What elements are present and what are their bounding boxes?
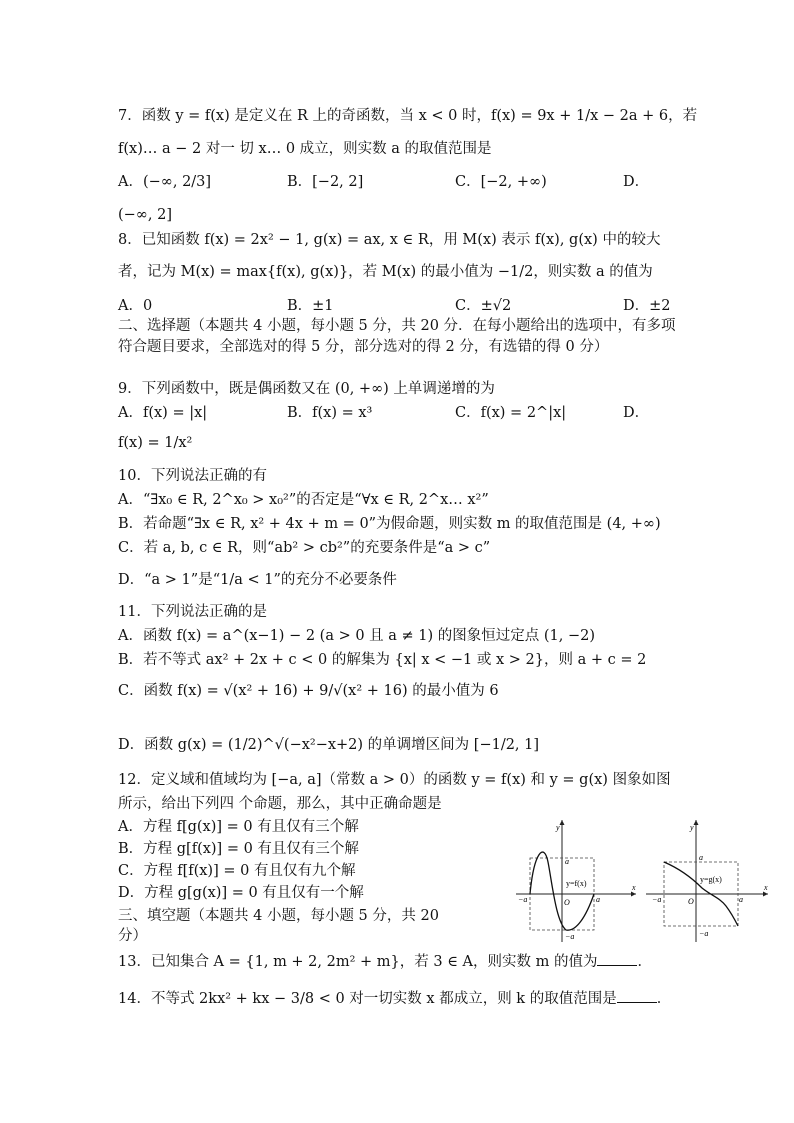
q8-option-b: B．±1 <box>287 298 334 314</box>
q7-option-b: B．[−2, 2] <box>287 174 364 190</box>
q9-stem: 9．下列函数中，既是偶函数又在 (0, +∞) 上单调递增的为 <box>118 381 495 397</box>
graph-g-neg-a-y-label: −a <box>699 929 709 938</box>
q10-stem: 10．下列说法正确的有 <box>118 468 267 484</box>
q12-stem-line1: 12．定义域和值域均为 [−a, a]（常数 a > 0）的函数 y = f(x) 和 y = g(x) 图象如图 <box>118 772 671 788</box>
q12-option-d: D．方程 g[g(x)] = 0 有且仅有一个解 <box>118 885 364 901</box>
q10-option-d: D．“a > 1”是“1/a < 1”的充分不必要条件 <box>118 572 397 588</box>
q13-stem <box>118 951 652 972</box>
q9-option-b: B．f(x) = x³ <box>287 405 373 421</box>
q11-option-a: A．函数 f(x) = a^(x−1) − 2 (a > 0 且 a ≠ 1) 的图象恒过定点 (1, −2) <box>118 628 596 644</box>
graph-g <box>640 812 775 947</box>
q10-option-a: A．“∃x₀ ∈ R, 2^x₀ > x₀²”的否定是“∀x ∈ R, 2^x… x²” <box>118 492 489 508</box>
q14-text: 14．不等式 2kx² + kx − 3/8 < 0 对一切实数 x 都成立，则 k 的取值范围是 <box>118 991 617 1007</box>
q12-option-a: A．方程 f[g(x)] = 0 有且仅有三个解 <box>118 819 359 835</box>
q9-option-d-value: f(x) = 1/x² <box>118 435 193 451</box>
q7-option-a: A．(−∞, 2/3] <box>118 174 212 190</box>
q9-option-d: D． <box>623 405 650 421</box>
q13-text: 13．已知集合 A = {1, m + 2, 2m² + m}，若 3 ∈ A，则实数 m 的值为 <box>118 954 598 970</box>
q8-stem-line1: 8．已知函数 f(x) = 2x² − 1, g(x) = ax, x ∈ R，用 M(x) 表示 f(x), g(x) 中的较大 <box>118 232 661 248</box>
q8-stem-line2: 者，记为 M(x) = max{f(x), g(x)}，若 M(x) 的最小值为 −1/2，则实数 a 的值为 <box>118 264 653 280</box>
q7-stem-line1: 7．函数 y = f(x) 是定义在 R 上的奇函数，当 x < 0 时，f(x) = 9x + 1/x − 2a + 6，若 <box>118 108 698 124</box>
q14-stem <box>118 988 671 1009</box>
section-2-heading: 二、选择题（本题共 4 小题，每小题 5 分，共 20 分．在每小题给出的选项中，有多项符合题目要求，全部选对的得 5 分，部分选对的得 2 分，有选错的得 0 分） <box>118 318 676 355</box>
q11-option-b: B．若不等式 ax² + 2x + c < 0 的解集为 {x| x < −1 或 x > 2}，则 a + c = 2 <box>118 652 647 668</box>
q13-answer-blank[interactable] <box>597 951 637 966</box>
graph-f-curve-label: y=f(x) <box>566 879 587 888</box>
q8-option-c: C．±√2 <box>455 298 512 314</box>
q11-option-c: C．函数 f(x) = √(x² + 16) + 9/√(x² + 16) 的最小值为 6 <box>118 683 499 699</box>
section-3-heading-cont: 分） <box>118 928 147 944</box>
q9-option-c: C．f(x) = 2^|x| <box>455 405 567 421</box>
graph-g-y-label: y <box>690 823 694 832</box>
graph-f-neg-a-y-label: −a <box>565 932 575 941</box>
q12-stem-line2: 所示，给出下列四 个命题，那么，其中正确命题是 <box>118 796 442 812</box>
q7-option-c: C．[−2, +∞) <box>455 174 547 190</box>
q14-answer-blank[interactable] <box>617 988 657 1003</box>
graph-f-a-label: a <box>565 857 569 866</box>
graph-f-a-x-label: a <box>596 895 600 904</box>
q11-stem: 11．下列说法正确的是 <box>118 604 267 620</box>
q11-option-d: D．函数 g(x) = (1/2)^√(−x²−x+2) 的单调增区间为 [−1/2, 1] <box>118 737 540 753</box>
q7-option-d: D． <box>623 174 650 190</box>
q8-option-d: D．±2 <box>623 298 671 314</box>
q7-stem-line2: f(x)… a − 2 对一 切 x… 0 成立，则实数 a 的取值范围是 <box>118 141 492 157</box>
graph-f <box>508 812 643 947</box>
q13-period: ． <box>637 954 652 970</box>
graph-g-a-label: a <box>699 853 703 862</box>
q8-option-a: A．0 <box>118 298 153 314</box>
graph-g-origin: O <box>688 897 694 906</box>
graph-g-neg-a-label: −a <box>652 895 662 904</box>
q9-option-a: A．f(x) = |x| <box>118 405 208 421</box>
q14-period: ． <box>656 991 672 1007</box>
q10-option-c: C．若 a, b, c ∈ R，则“ab² > cb²”的充要条件是“a > c” <box>118 540 491 556</box>
graph-f-neg-a-label: −a <box>518 895 528 904</box>
graph-f-y-label: y <box>556 823 560 832</box>
graph-g-curve-label: y=g(x) <box>700 875 722 884</box>
q12-option-c: C．方程 f[f(x)] = 0 有且仅有九个解 <box>118 863 356 879</box>
q12-option-b: B．方程 g[f(x)] = 0 有且仅有三个解 <box>118 841 359 857</box>
graph-f-x-label: x <box>632 883 636 892</box>
graph-f-origin: O <box>564 898 570 907</box>
graph-g-a-x-label: a <box>739 895 743 904</box>
q7-option-d-value: (−∞, 2] <box>118 207 172 223</box>
section-3-heading: 三、填空题（本题共 4 小题，每小题 5 分，共 20 <box>118 908 439 924</box>
q10-option-b: B．若命题“∃x ∈ R, x² + 4x + m = 0”为假命题，则实数 m 的取值范围是 (4, +∞) <box>118 516 661 532</box>
graph-g-x-label: x <box>764 883 768 892</box>
